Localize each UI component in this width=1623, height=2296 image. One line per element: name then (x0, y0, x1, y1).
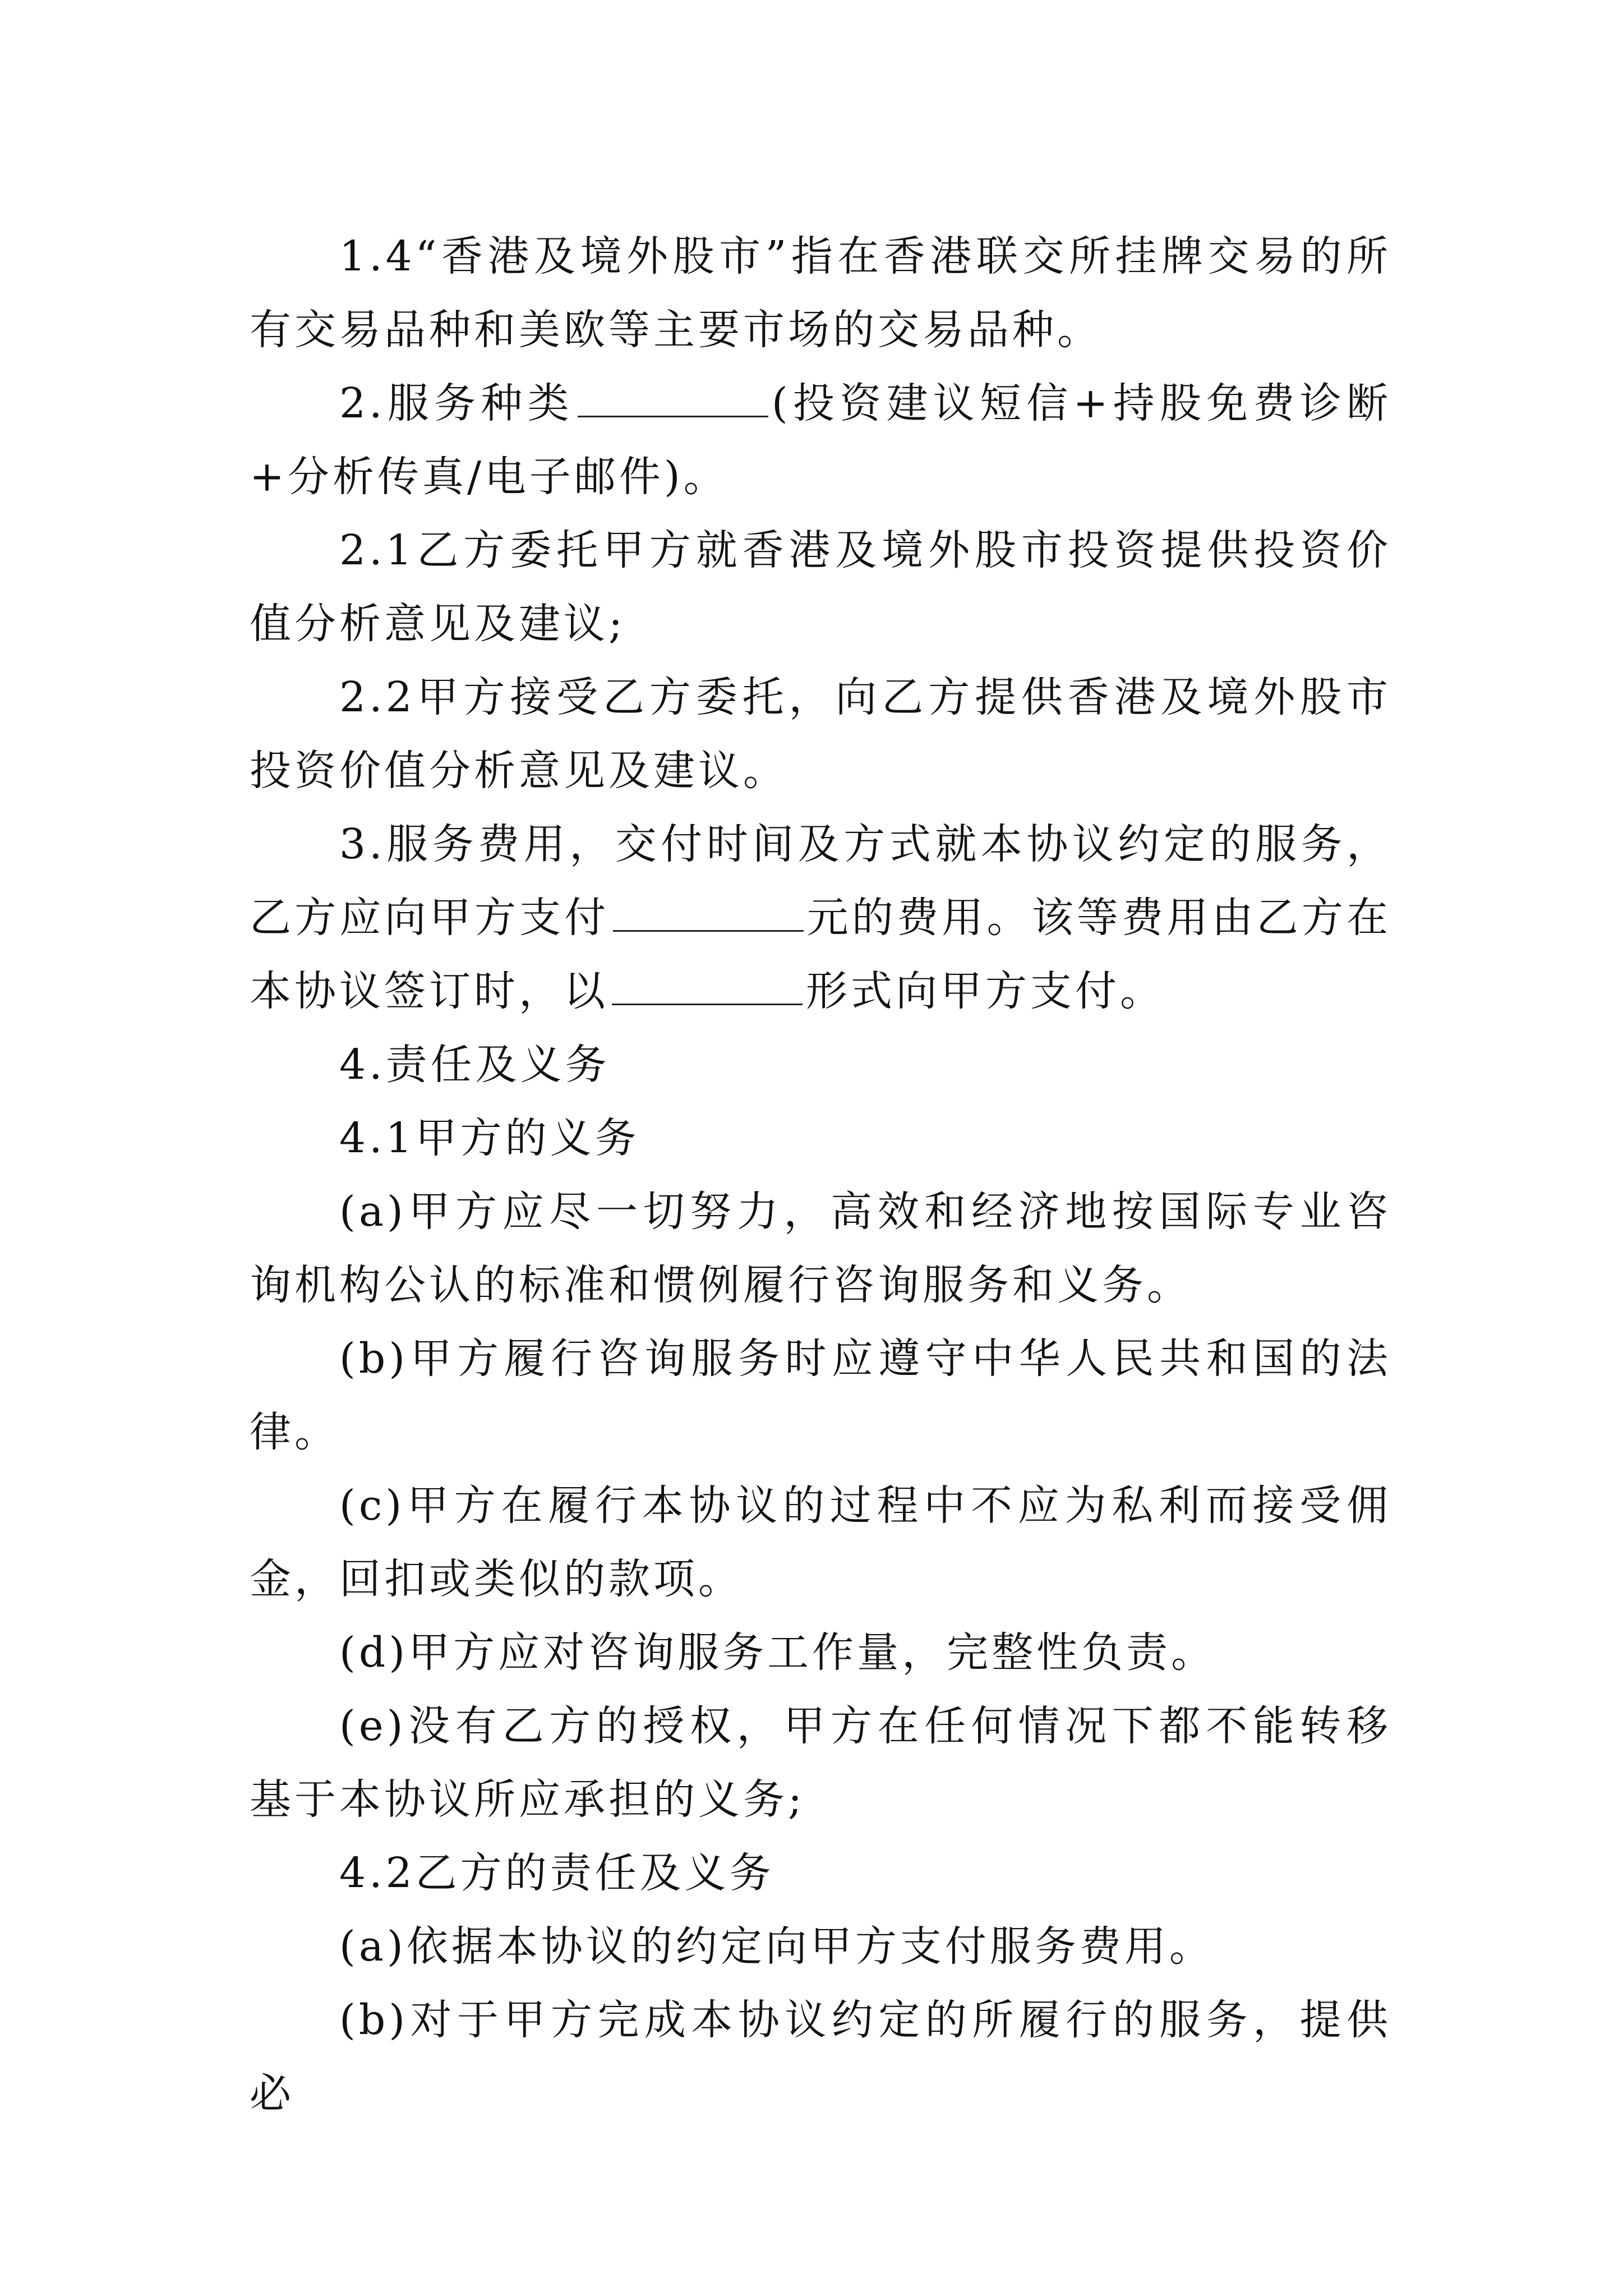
paragraph-text: (d)甲方应对咨询服务工作量，完整性负责。 (339, 1628, 1216, 1677)
paragraph-text: (c)甲方在履行本协议的过程中不应为私利而接受佣金，回扣或类似的款项。 (250, 1481, 1391, 1603)
paragraph-text: 2.1乙方委托甲方就香港及境外股市投资提供投资价值分析意见及建议; (250, 526, 1391, 648)
paragraph-text: (b)对于甲方完成本协议约定的所履行的服务，提供必 (250, 1996, 1391, 2118)
heading-responsibilities (250, 1028, 1391, 1102)
paragraph-clause-2-2 (250, 661, 1391, 808)
paragraph-party-b-b (250, 1984, 1391, 2131)
paragraph-service-fee (250, 808, 1391, 1028)
paragraph-text: 形式向甲方支付。 (806, 967, 1165, 1015)
paragraph-obligation-c (250, 1469, 1391, 1616)
paragraph-text: (a)甲方应尽一切努力，高效和经济地按国际专业咨询机构公认的标准和惯例履行咨询服务和义务。 (250, 1188, 1391, 1309)
paragraph-text: 3.服务费用，交付时间及方式就本协议约定的服务，乙方应向甲方支付 (250, 820, 1391, 942)
heading-party-a-obligations (250, 1102, 1391, 1175)
paragraph-text: (投资建议短信+持股免费诊断+分析传真/电子邮件)。 (250, 379, 1391, 501)
paragraph-obligation-a (250, 1175, 1391, 1322)
paragraph-text: 4.责任及义务 (339, 1041, 610, 1089)
paragraph-service-type (250, 367, 1391, 514)
blank-fill-line (578, 376, 768, 417)
paragraph-text: (e)没有乙方的授权，甲方在任何情况下都不能转移基于本协议所应承担的义务; (250, 1702, 1391, 1824)
paragraph-text: 2.2甲方接受乙方委托，向乙方提供香港及境外股市投资价值分析意见及建议。 (250, 673, 1391, 795)
blank-fill-line (612, 964, 803, 1005)
paragraph-obligation-d (250, 1616, 1391, 1690)
paragraph-text: 元的费用。该等费用由乙方在本协议签订时，以 (250, 894, 1392, 1015)
paragraph-party-b-a (250, 1910, 1391, 1984)
paragraph-obligation-e (250, 1690, 1391, 1837)
paragraph-text: 1.4“香港及境外股市”指在香港联交所挂牌交易的所有交易品种和美欧等主要市场的交易品种。 (250, 232, 1391, 354)
paragraph-obligation-b (250, 1322, 1391, 1469)
paragraph-text: (b)甲方履行咨询服务时应遵守中华人民共和国的法律。 (250, 1335, 1391, 1456)
paragraph-text: (a)依据本协议的约定向甲方支付服务费用。 (339, 1922, 1214, 1971)
paragraph-text: 4.1甲方的义务 (339, 1114, 640, 1162)
paragraph-text: 2.服务种类 (339, 379, 574, 427)
heading-party-b-obligations (250, 1837, 1391, 1910)
paragraph-definition-1-4 (250, 220, 1391, 367)
document-page (250, 220, 1391, 2131)
blank-fill-line (613, 891, 804, 932)
paragraph-text: 4.2乙方的责任及义务 (339, 1849, 774, 1897)
paragraph-clause-2-1 (250, 514, 1391, 661)
